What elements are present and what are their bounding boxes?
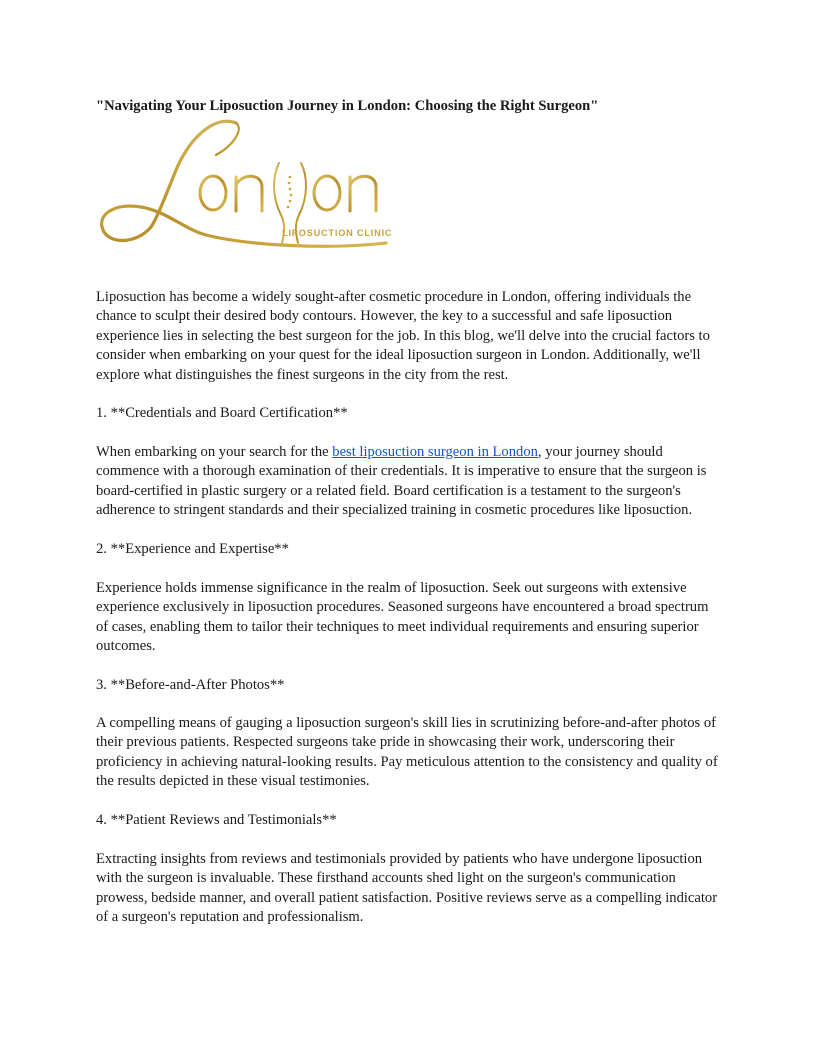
section-1-text-before-link: When embarking on your search for the	[96, 444, 333, 460]
section-1-paragraph	[96, 443, 720, 521]
section-4-paragraph: Extracting insights from reviews and testimonials provided by patients who have undergone liposuction with the surgeon is invaluable. These firsthand accounts shed light on the surgeon's communication prowess, bedside manner, and overall patient satisfaction. Positive reviews serve as a compelling indicator of a surgeon's reputation and professionalism.	[96, 851, 718, 926]
document-title: "Navigating Your Liposuction Journey in London: Choosing the Right Surgeon"	[96, 98, 599, 114]
logo-subtitle: LIPOSUCTION CLINIC	[282, 228, 393, 238]
section-3-heading: 3. **Before-and-After Photos**	[96, 677, 285, 693]
best-liposuction-surgeon-link[interactable]: best liposuction surgeon in London	[332, 444, 538, 460]
logo-graphic	[96, 115, 396, 265]
section-4-heading: 4. **Patient Reviews and Testimonials**	[96, 812, 337, 828]
section-1-heading: 1. **Credentials and Board Certification**	[96, 405, 348, 421]
section-1-text-after-link: , your journey should commence with a thorough examination of their credentials. It is imperative to ensure that the surgeon is board-certified in plastic surgery or a related field. Board certification is a testament to the surgeon's adherence to stringent standards and their specialized training in cosmetic procedures like liposuction.	[96, 444, 707, 519]
intro-paragraph: Liposuction has become a widely sought-after cosmetic procedure in London, offering individuals the chance to sculpt their desired body contours. However, the key to a successful and safe liposuction experience lies in selecting the best surgeon for the job. In this blog, we'll delve into the crucial factors to consider when embarking on your quest for the ideal liposuction surgeon in London. Additionally, we'll explore what distinguishes the finest surgeons in the city from the rest.	[96, 289, 710, 383]
section-3-paragraph: A compelling means of gauging a liposuction surgeon's skill lies in scrutinizing before-and-after photos of their previous patients. Respected surgeons take pride in showcasing their work, underscoring their proficiency in achieving natural-looking results. Pay meticulous attention to the consistency and quality of the results depicted in these visual testimonies.	[96, 715, 718, 790]
section-2-heading: 2. **Experience and Expertise**	[96, 541, 289, 557]
section-2-paragraph: Experience holds immense significance in the realm of liposuction. Seek out surgeons with extensive experience exclusively in liposuction procedures. Seasoned surgeons have encountered a broad spectrum of cases, enabling them to tailor their techniques to meet individual requirements and ensuring superior outcomes.	[96, 580, 709, 655]
london-liposuction-clinic-logo	[96, 115, 396, 265]
